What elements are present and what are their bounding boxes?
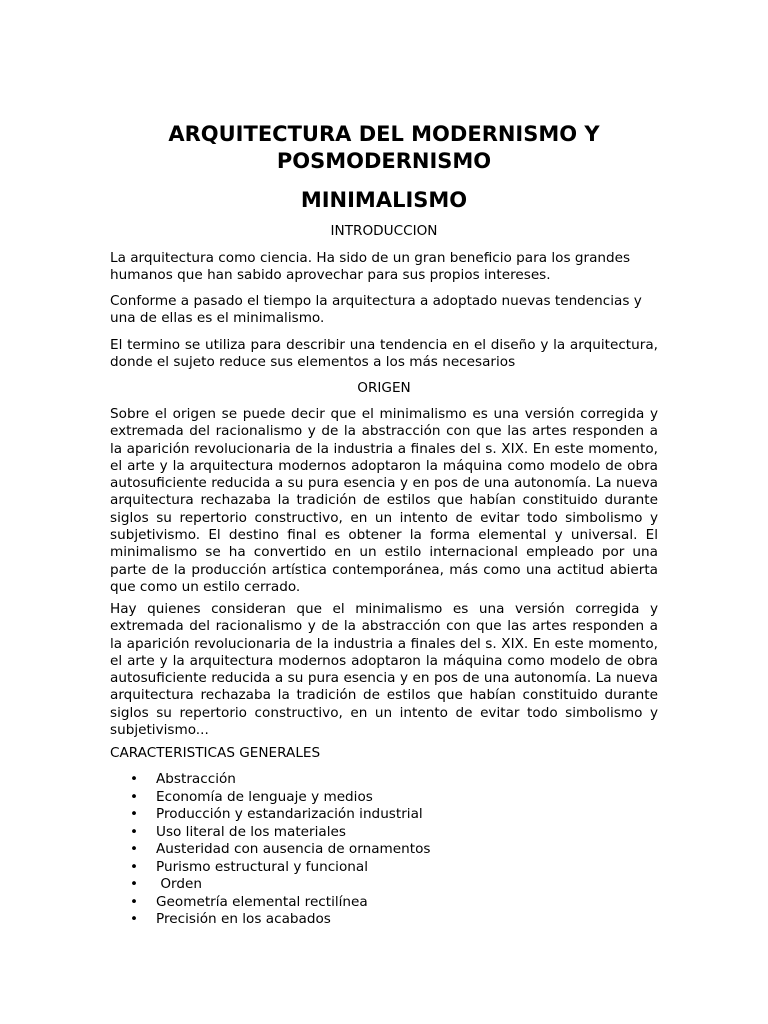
list-item-text: Precisión en los acabados (156, 911, 331, 927)
intro-paragraph-1: La arquitectura como ciencia. Ha sido de un gran beneficio para los grandes humanos que han sabido aprovechar para sus propios intereses. (110, 250, 631, 284)
intro-paragraph-3: El termino se utiliza para describir una tendencia en el diseño y la arquitectura, donde el sujeto reduce sus elementos a los más necesarios (110, 337, 658, 371)
list-item-text: Abstracción (156, 771, 236, 787)
heading-origen: ORIGEN (357, 380, 411, 396)
bullet-icon: • (130, 911, 139, 927)
list-item (110, 841, 658, 859)
list-item (110, 806, 658, 824)
list-item (110, 894, 658, 912)
origen-paragraph-2: Hay quienes consideran que el minimalismo es una versión corregida y extremada del racionalismo y de la abstracción con que las artes responden a la aparición revolucionaria de la industria a finales del s. XIX. En este momento, el arte y la arquitectura modernos adoptaron la máquina como modelo de obra autosuficiente reducida a su pura esencia y en pos de una autonomía. La nueva arquitectura rechazaba la tradición de estilos que habían constituido durante siglos su repertorio constructivo, en un intento de evitar todo simbolismo y subjetivismo... (110, 601, 658, 739)
list-item (110, 789, 658, 807)
list-item (110, 859, 658, 877)
heading-caracteristicas: CARACTERISTICAS GENERALES (110, 745, 321, 761)
bullet-icon: • (130, 893, 139, 910)
list-item-text: Orden (156, 876, 202, 892)
origen-paragraph-1: Sobre el origen se puede decir que el minimalismo es una versión corregida y extremada del racionalismo y de la abstracción con que las artes responden a la aparición revolucionaria de la industria a finales del s. XIX. En este momento, el arte y la arquitectura modernos adoptaron la máquina como modelo de obra autosuficiente reducida a su pura esencia y en pos de una autonomía. La nueva arquitectura rechazaba la tradición de estilos que habían constituido durante siglos su repertorio constructivo, en un intento de evitar todo simbolismo y subjetivismo. El destino final es obtener la forma elemental y universal. El minimalismo se ha convertido en un estilo internacional empleado por una parte de la producción artística contemporánea, más como una actitud abierta que como un estilo cerrado. (110, 406, 658, 595)
caracteristicas-list (110, 771, 658, 929)
list-item (110, 771, 658, 789)
list-item-text: Purismo estructural y funcional (156, 858, 368, 875)
list-item (110, 876, 658, 894)
document-title: ARQUITECTURA DEL MODERNISMO Y POSMODERNISMO (168, 122, 600, 173)
bullet-icon: • (130, 788, 139, 805)
list-item-text: Producción y estandarización industrial (156, 806, 423, 822)
bullet-icon: • (130, 841, 139, 857)
intro-paragraph-2: Conforme a pasado el tiempo la arquitectura a adoptado nuevas tendencias y una de ellas es el minimalismo. (110, 293, 642, 327)
bullet-icon: • (130, 823, 139, 840)
list-item (110, 824, 658, 842)
bullet-icon: • (130, 806, 139, 822)
bullet-icon: • (130, 858, 139, 875)
heading-introduccion: INTRODUCCION (330, 223, 438, 239)
bullet-icon: • (130, 771, 139, 787)
list-item-text: Uso literal de los materiales (156, 823, 346, 840)
list-item (110, 911, 658, 929)
document-subtitle: MINIMALISMO (300, 188, 468, 212)
list-item-text: Economía de lenguaje y medios (156, 788, 373, 805)
list-item-text: Austeridad con ausencia de ornamentos (156, 841, 431, 857)
list-item-text: Geometría elemental rectilínea (156, 893, 368, 910)
bullet-icon: • (130, 876, 139, 892)
